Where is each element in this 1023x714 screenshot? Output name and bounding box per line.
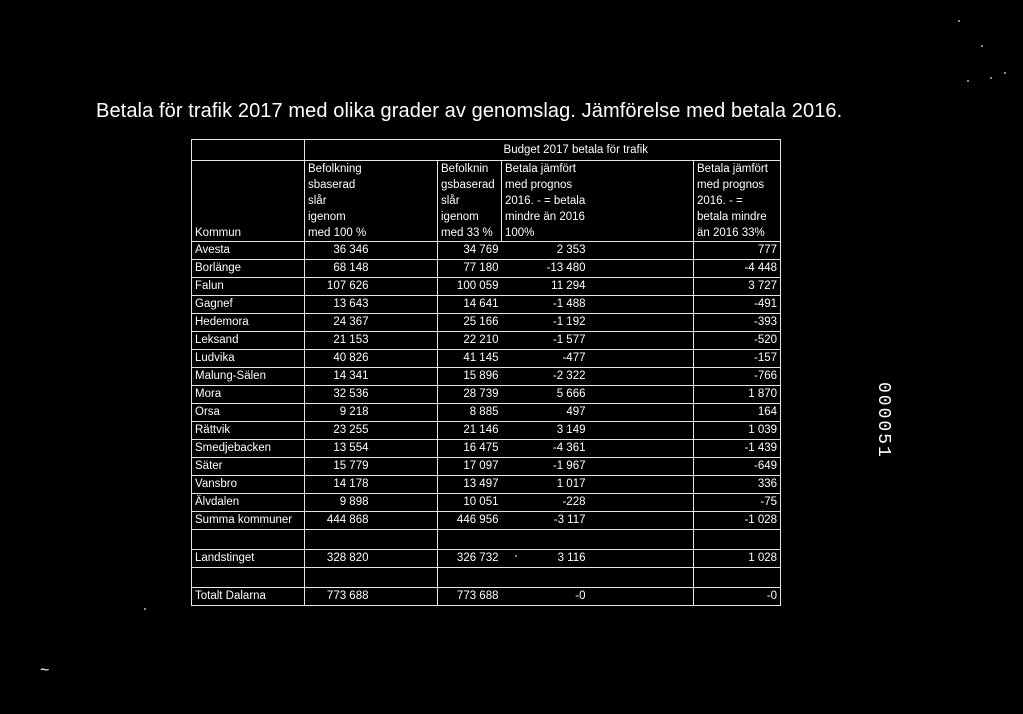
cell-col2: 17 097	[438, 458, 502, 476]
cell-kommun: Smedjebacken	[192, 440, 305, 458]
cell-col2: 446 956	[438, 512, 502, 530]
header-col1-line: med 100 %	[305, 225, 372, 242]
spacer-row	[192, 530, 781, 550]
cell-kommun: Rättvik	[192, 422, 305, 440]
cell-col3: -1 488	[502, 296, 589, 314]
table-row	[192, 278, 781, 296]
cell-kommun: Orsa	[192, 404, 305, 422]
cell-col2: 15 896	[438, 368, 502, 386]
header-col1-line: Befolkning	[305, 161, 372, 178]
cell-col4: 1 870	[694, 386, 781, 404]
header-row	[192, 161, 781, 178]
header-col4-line: Betala jämfört	[694, 161, 781, 178]
side-page-number: 000051	[873, 382, 893, 459]
cell-col4: -4 448	[694, 260, 781, 278]
header-col2-line: slår	[438, 193, 502, 209]
table-row	[192, 350, 781, 368]
cell-kommun: Summa kommuner	[192, 512, 305, 530]
cell-col2: 77 180	[438, 260, 502, 278]
header-row	[192, 177, 781, 193]
cell-col1: 68 148	[305, 260, 372, 278]
budget-table	[191, 139, 781, 606]
cell-kommun: Leksand	[192, 332, 305, 350]
cell-col2: 22 210	[438, 332, 502, 350]
cell-col1: 21 153	[305, 332, 372, 350]
cell-kommun: Säter	[192, 458, 305, 476]
cell-col4: 1 039	[694, 422, 781, 440]
cell-col3: 5 666	[502, 386, 589, 404]
spacer-row	[192, 568, 781, 588]
cell-col1: 9 218	[305, 404, 372, 422]
cell-col1: 32 536	[305, 386, 372, 404]
cell-col4: 1 028	[694, 550, 781, 568]
cell-col2: 100 059	[438, 278, 502, 296]
cell-col3: 497	[502, 404, 589, 422]
cell-col2: 326 732	[438, 550, 502, 568]
cell-col2: 16 475	[438, 440, 502, 458]
header-col1-line: igenom	[305, 209, 372, 225]
cell-kommun: Borlänge	[192, 260, 305, 278]
cell-col2: 8 885	[438, 404, 502, 422]
header-col3-line: mindre än 2016	[502, 209, 589, 225]
cell-col1: 23 255	[305, 422, 372, 440]
cell-col3: 1 017	[502, 476, 589, 494]
cell-kommun: Totalt Dalarna	[192, 588, 305, 606]
table-row	[192, 458, 781, 476]
table-row	[192, 242, 781, 260]
header-kommun: Kommun	[192, 225, 305, 242]
header-col2-line: gsbaserad	[438, 177, 502, 193]
header-col4-line: 2016. - =	[694, 193, 781, 209]
cell-col1: 15 779	[305, 458, 372, 476]
cell-col3: 3 149	[502, 422, 589, 440]
table-row	[192, 296, 781, 314]
cell-col1: 773 688	[305, 588, 372, 606]
cell-kommun: Falun	[192, 278, 305, 296]
cell-col1: 9 898	[305, 494, 372, 512]
cell-col4: 164	[694, 404, 781, 422]
cell-col3: -1 967	[502, 458, 589, 476]
cell-col2: 13 497	[438, 476, 502, 494]
cell-kommun: Vansbro	[192, 476, 305, 494]
cell-kommun: Gagnef	[192, 296, 305, 314]
header-col2-line: Befolknin	[438, 161, 502, 178]
cell-col3: -4 361	[502, 440, 589, 458]
cell-col4: -1 439	[694, 440, 781, 458]
cell-col1: 13 643	[305, 296, 372, 314]
header-col3-line: med prognos	[502, 177, 589, 193]
header-row	[192, 225, 781, 242]
cell-col2: 773 688	[438, 588, 502, 606]
table-row	[192, 476, 781, 494]
cell-col3: 11 294	[502, 278, 589, 296]
cell-col4: -393	[694, 314, 781, 332]
header-row	[192, 209, 781, 225]
table-row	[192, 332, 781, 350]
cell-col1: 328 820	[305, 550, 372, 568]
cell-col3: 3 116	[502, 550, 589, 568]
cell-col1: 13 554	[305, 440, 372, 458]
table-row	[192, 512, 781, 530]
cell-col2: 25 166	[438, 314, 502, 332]
cell-col4: 3 727	[694, 278, 781, 296]
cell-col1: 24 367	[305, 314, 372, 332]
cell-col3: -228	[502, 494, 589, 512]
header-col3-line: 100%	[502, 225, 589, 242]
table-row	[192, 368, 781, 386]
header-col4-line: än 2016 33%	[694, 225, 781, 242]
cell-col4: -75	[694, 494, 781, 512]
cell-col3: -1 192	[502, 314, 589, 332]
table-row-total	[192, 588, 781, 606]
budget-header: Budget 2017 betala för trafik	[372, 140, 781, 161]
cell-kommun: Mora	[192, 386, 305, 404]
table-row	[192, 494, 781, 512]
cell-col1: 444 868	[305, 512, 372, 530]
cell-col1: 36 346	[305, 242, 372, 260]
page-title: Betala för trafik 2017 med olika grader av genomslag. Jämförelse med betala 2016.	[96, 100, 843, 122]
cell-col3: -3 117	[502, 512, 589, 530]
cell-col4: 777	[694, 242, 781, 260]
header-col1-line: sbaserad	[305, 177, 372, 193]
cell-col4: -157	[694, 350, 781, 368]
header-col3-line: Betala jämfört	[502, 161, 589, 178]
cell-col1: 14 178	[305, 476, 372, 494]
cell-col3: -13 480	[502, 260, 589, 278]
header-row	[192, 193, 781, 209]
cell-col2: 28 739	[438, 386, 502, 404]
header-col2-line: igenom	[438, 209, 502, 225]
cell-col4: 336	[694, 476, 781, 494]
header-col2-line: med 33 %	[438, 225, 502, 242]
table-row	[192, 386, 781, 404]
table-row	[192, 314, 781, 332]
cell-col2: 34 769	[438, 242, 502, 260]
cell-col4: -0	[694, 588, 781, 606]
cell-kommun: Landstinget	[192, 550, 305, 568]
budget-header-row	[192, 140, 781, 161]
cell-col3: -477	[502, 350, 589, 368]
table-row	[192, 260, 781, 278]
cell-col2: 14 641	[438, 296, 502, 314]
cell-col3: -1 577	[502, 332, 589, 350]
header-col3-line: 2016. - = betala	[502, 193, 589, 209]
cell-col3: -0	[502, 588, 589, 606]
cell-col2: 10 051	[438, 494, 502, 512]
cell-col4: -1 028	[694, 512, 781, 530]
cell-col3: 2 353	[502, 242, 589, 260]
header-col1-line: slår	[305, 193, 372, 209]
cell-col1: 40 826	[305, 350, 372, 368]
cell-col4: -766	[694, 368, 781, 386]
cell-kommun: Malung-Sälen	[192, 368, 305, 386]
cell-col2: 41 145	[438, 350, 502, 368]
table-row-landstinget	[192, 550, 781, 568]
cell-col4: -491	[694, 296, 781, 314]
header-col4-line: betala mindre	[694, 209, 781, 225]
table-row	[192, 440, 781, 458]
cell-kommun: Hedemora	[192, 314, 305, 332]
cell-kommun: Älvdalen	[192, 494, 305, 512]
table-row	[192, 404, 781, 422]
header-col4-line: med prognos	[694, 177, 781, 193]
cell-col1: 107 626	[305, 278, 372, 296]
cell-col2: 21 146	[438, 422, 502, 440]
table-row	[192, 422, 781, 440]
cell-kommun: Ludvika	[192, 350, 305, 368]
cell-col1: 14 341	[305, 368, 372, 386]
cell-col4: -649	[694, 458, 781, 476]
cell-col3: -2 322	[502, 368, 589, 386]
corner-mark: ~	[40, 662, 50, 679]
cell-kommun: Avesta	[192, 242, 305, 260]
cell-col4: -520	[694, 332, 781, 350]
